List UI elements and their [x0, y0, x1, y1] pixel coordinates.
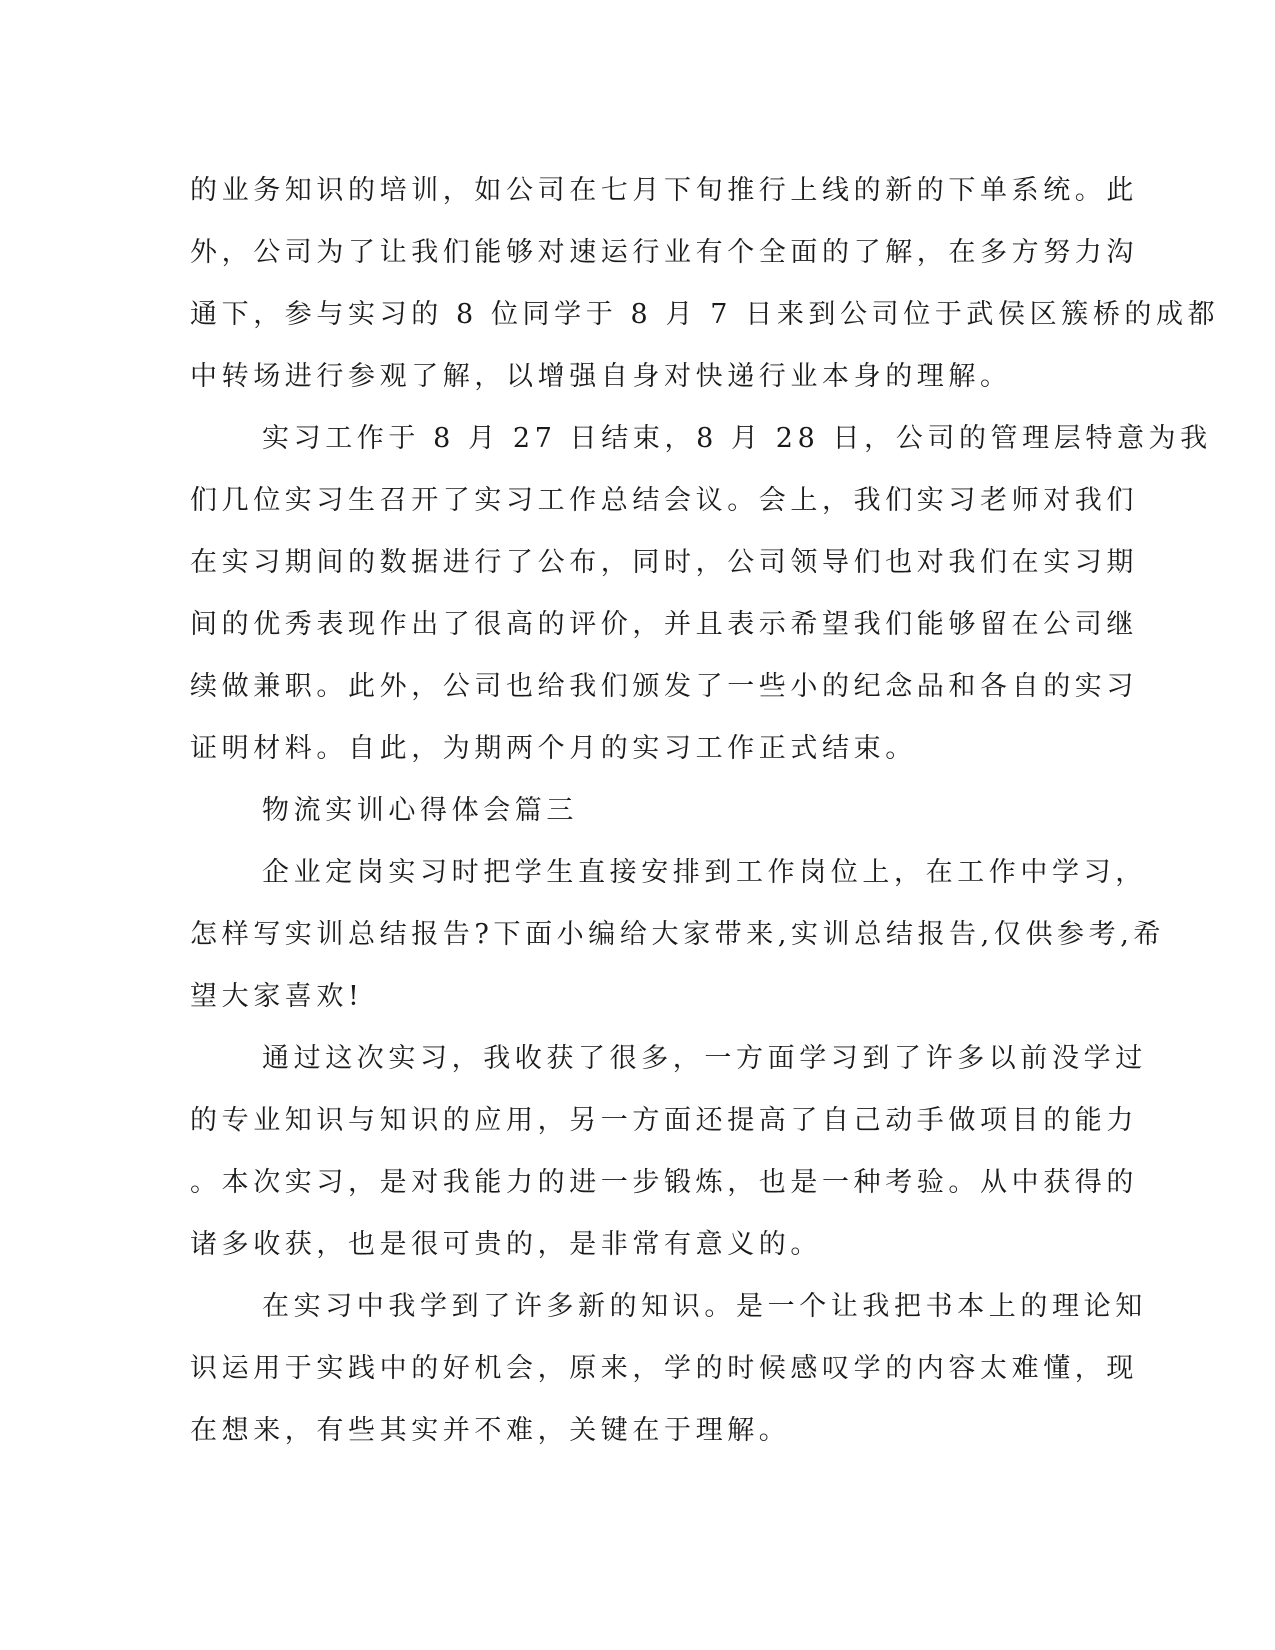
paragraph-line: 诸多收获，也是很可贵的，是非常有意义的。	[190, 1229, 822, 1260]
paragraph-knowledge	[190, 1276, 1147, 1462]
paragraph-line: 们几位实习生召开了实习工作总结会议。会上，我们实习老师对我们	[190, 485, 1138, 516]
paragraph-line: 通过这次实习，我收获了很多，一方面学习到了许多以前没学过	[262, 1043, 1147, 1074]
paragraph-line: 企业定岗实习时把学生直接安排到工作岗位上，在工作中学习，	[262, 857, 1147, 888]
paragraph-line: 续做兼职。此外，公司也给我们颁发了一些小的纪念品和各自的实习	[190, 671, 1138, 702]
paragraph-line: 通下，参与实习的 8 位同学于 8 月 7 日来到公司位于武侯区簇桥的成都	[190, 299, 1220, 330]
paragraph-line: 证明材料。自此，为期两个月的实习工作正式结束。	[190, 733, 917, 764]
paragraph-line: 的专业知识与知识的应用，另一方面还提高了自己动手做项目的能力	[190, 1105, 1138, 1136]
paragraph-line: 外，公司为了让我们能够对速运行业有个全面的了解，在多方努力沟	[190, 237, 1138, 268]
paragraph-intro	[190, 842, 1166, 1028]
paragraph-training	[190, 160, 1220, 408]
paragraph-line: 实习工作于 8 月 27 日结束，8 月 28 日，公司的管理层特意为我	[262, 423, 1212, 454]
paragraph-gains	[190, 1028, 1147, 1276]
paragraph-line: 间的优秀表现作出了很高的评价，并且表示希望我们能够留在公司继	[190, 609, 1138, 640]
section-heading-text: 物流实训心得体会篇三	[262, 795, 578, 826]
paragraph-internship-end	[190, 408, 1212, 780]
paragraph-line: 。本次实习，是对我能力的进一步锻炼，也是一种考验。从中获得的	[190, 1167, 1138, 1198]
paragraph-line: 怎样写实训总结报告?下面小编给大家带来,实训总结报告,仅供参考,希	[190, 919, 1166, 950]
paragraph-line: 的业务知识的培训，如公司在七月下旬推行上线的新的下单系统。此	[190, 175, 1138, 206]
paragraph-line: 中转场进行参观了解，以增强自身对快递行业本身的理解。	[190, 361, 1012, 392]
paragraph-line: 在想来，有些其实并不难，关键在于理解。	[190, 1415, 791, 1446]
paragraph-line: 在实习期间的数据进行了公布，同时，公司领导们也对我们在实习期	[190, 547, 1138, 578]
section-heading	[190, 780, 1082, 842]
paragraph-line: 望大家喜欢!	[190, 981, 364, 1012]
paragraph-line: 在实习中我学到了许多新的知识。是一个让我把书本上的理论知	[262, 1291, 1147, 1322]
paragraph-line: 识运用于实践中的好机会，原来，学的时候感叹学的内容太难懂，现	[190, 1353, 1138, 1384]
